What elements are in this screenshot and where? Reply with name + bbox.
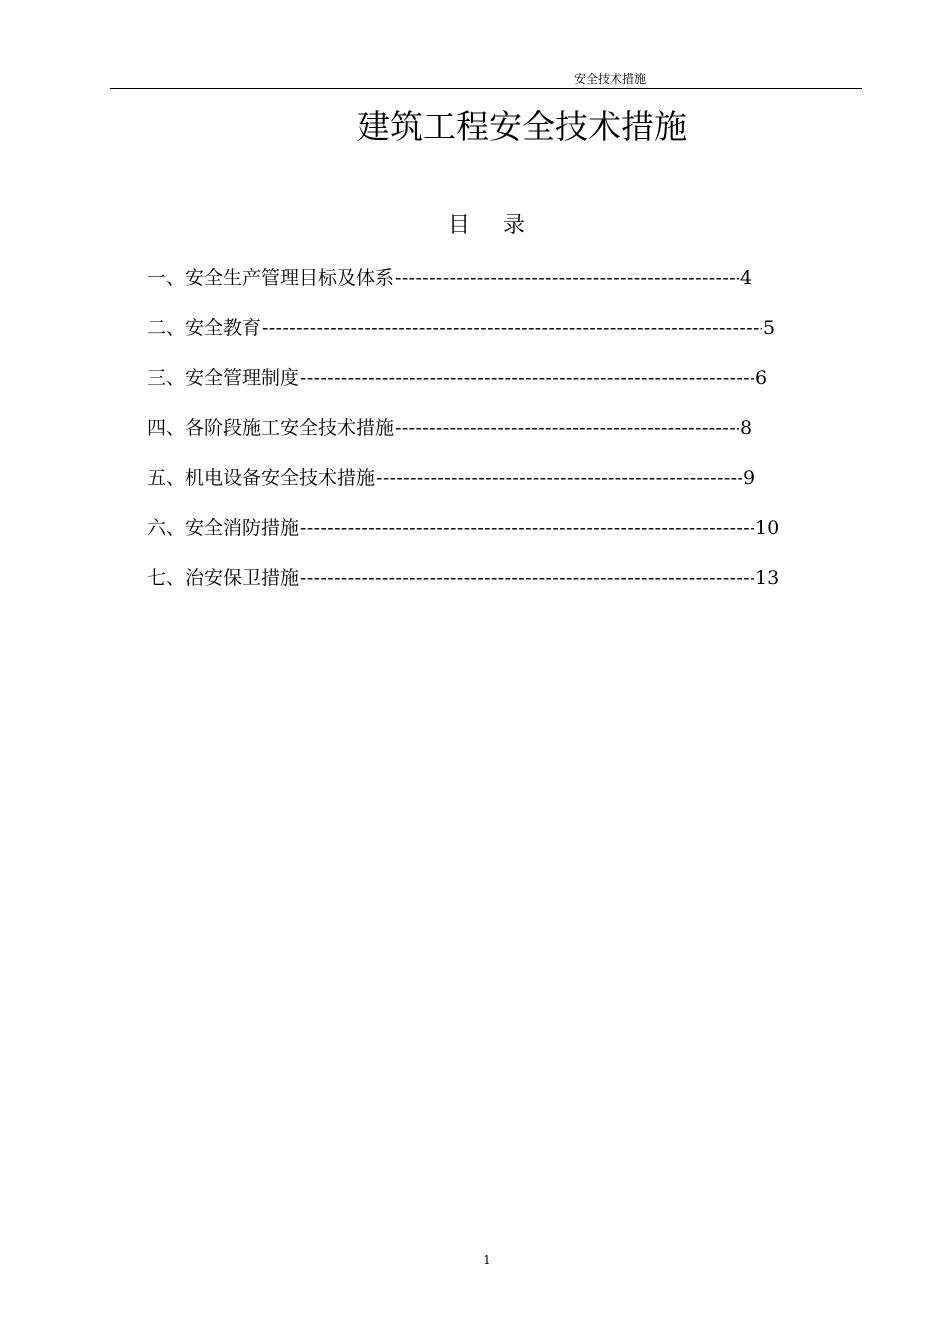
toc-entry-label: 七、治安保卫措施 xyxy=(147,567,300,589)
toc-dot-leader xyxy=(300,563,754,593)
toc-heading: 目 录 xyxy=(448,213,526,238)
document-title: 建筑工程安全技术措施 xyxy=(357,107,687,146)
toc-dot-leader xyxy=(300,513,754,543)
header-rule xyxy=(110,88,862,89)
toc-entry-page: 10 xyxy=(755,517,780,539)
toc-entry-page: 6 xyxy=(755,367,768,389)
toc-entry-label: 五、机电设备安全技术措施 xyxy=(147,467,376,489)
toc-entry-page: 5 xyxy=(763,317,776,339)
toc-entry-label: 四、各阶段施工安全技术措施 xyxy=(147,417,395,439)
toc-entry[interactable] xyxy=(147,413,827,463)
toc-entry-page: 9 xyxy=(743,467,756,489)
toc-entry[interactable] xyxy=(147,313,827,363)
toc-dot-leader xyxy=(376,463,742,493)
toc-entry-page: 4 xyxy=(740,267,753,289)
toc-dot-leader xyxy=(395,413,739,443)
toc-entry[interactable] xyxy=(147,263,827,313)
toc-entry[interactable] xyxy=(147,563,827,613)
toc-entry-page: 8 xyxy=(740,417,753,439)
toc-entry[interactable] xyxy=(147,513,827,563)
toc-entry-label: 一、安全生产管理目标及体系 xyxy=(147,267,395,289)
toc-entry-label: 三、安全管理制度 xyxy=(147,367,300,389)
toc-entry-page: 13 xyxy=(755,567,780,589)
toc-entry-label: 二、安全教育 xyxy=(147,317,262,339)
toc-entry-label: 六、安全消防措施 xyxy=(147,517,300,539)
toc-dot-leader xyxy=(262,313,762,343)
toc-dot-leader xyxy=(300,363,754,393)
toc-entry[interactable] xyxy=(147,463,827,513)
table-of-contents xyxy=(147,263,827,613)
running-header: 安全技术措施 xyxy=(574,72,647,86)
toc-entry[interactable] xyxy=(147,363,827,413)
page-number: 1 xyxy=(483,1253,491,1267)
toc-dot-leader xyxy=(395,263,739,293)
